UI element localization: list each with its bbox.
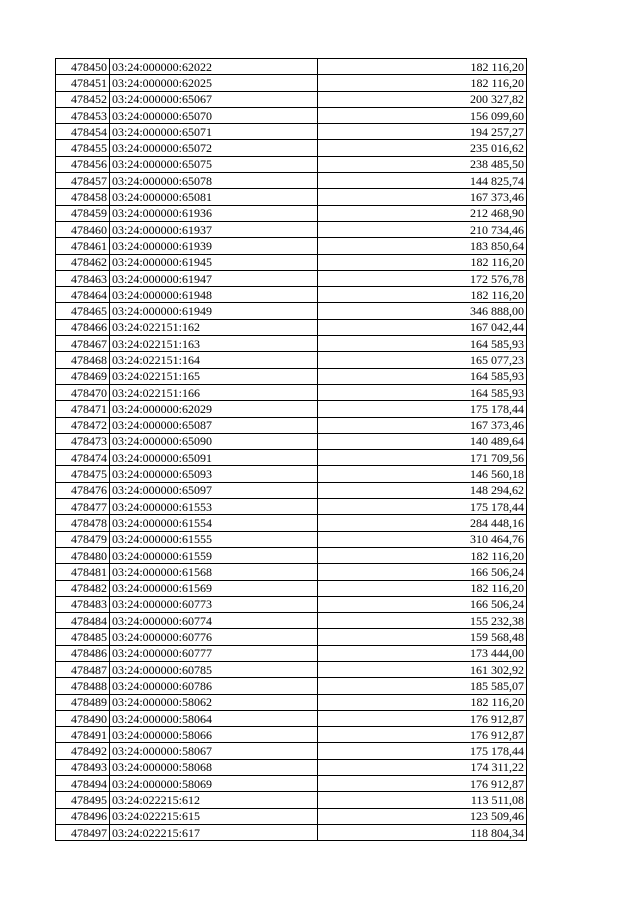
table-row [56,303,527,319]
cadastral-value-cell: 175 178,44 [318,743,527,759]
cadastral-number-cell: 03:24:000000:61555 [110,531,318,547]
row-number-cell: 478482 [56,580,110,596]
table-row [56,727,527,743]
cadastral-value-cell: 182 116,20 [318,580,527,596]
cadastral-number-cell: 03:24:022151:162 [110,319,318,335]
cadastral-number-cell: 03:24:000000:65097 [110,482,318,498]
cadastral-value-table [55,58,527,841]
cadastral-number-cell: 03:24:000000:65071 [110,124,318,140]
cadastral-number-cell: 03:24:000000:61569 [110,580,318,596]
cadastral-number-cell: 03:24:000000:61939 [110,238,318,254]
table-row [56,776,527,792]
row-number-cell: 478451 [56,75,110,91]
table-row [56,352,527,368]
table-row [56,368,527,384]
table-row [56,678,527,694]
cadastral-number-cell: 03:24:000000:65067 [110,91,318,107]
cadastral-number-cell: 03:24:000000:61936 [110,205,318,221]
table-row [56,238,527,254]
table-row [56,254,527,270]
cadastral-value-cell: 182 116,20 [318,59,527,75]
row-number-cell: 478468 [56,352,110,368]
row-number-cell: 478491 [56,727,110,743]
row-number-cell: 478489 [56,694,110,710]
cadastral-value-cell: 140 489,64 [318,433,527,449]
cadastral-value-cell: 156 099,60 [318,107,527,123]
row-number-cell: 478460 [56,221,110,237]
cadastral-number-cell: 03:24:000000:58062 [110,694,318,710]
cadastral-value-cell: 164 585,93 [318,384,527,400]
cadastral-value-cell: 113 511,08 [318,792,527,808]
table-row [56,91,527,107]
cadastral-value-cell: 164 585,93 [318,336,527,352]
row-number-cell: 478470 [56,384,110,400]
cadastral-value-cell: 182 116,20 [318,547,527,563]
cadastral-number-cell: 03:24:000000:65078 [110,173,318,189]
cadastral-number-cell: 03:24:000000:61553 [110,499,318,515]
table-row [56,401,527,417]
table-row [56,319,527,335]
table-row [56,580,527,596]
cadastral-value-cell: 146 560,18 [318,466,527,482]
row-number-cell: 478461 [56,238,110,254]
cadastral-value-cell: 238 485,50 [318,156,527,172]
cadastral-value-cell: 173 444,00 [318,645,527,661]
cadastral-value-cell: 182 116,20 [318,287,527,303]
row-number-cell: 478473 [56,433,110,449]
table-row [56,629,527,645]
table-row [56,792,527,808]
cadastral-value-cell: 310 464,76 [318,531,527,547]
table-row [56,221,527,237]
row-number-cell: 478483 [56,596,110,612]
cadastral-value-cell: 346 888,00 [318,303,527,319]
cadastral-value-cell: 182 116,20 [318,694,527,710]
table-row [56,59,527,75]
row-number-cell: 478497 [56,824,110,840]
cadastral-number-cell: 03:24:022151:164 [110,352,318,368]
table-body [56,59,527,841]
cadastral-value-cell: 148 294,62 [318,482,527,498]
row-number-cell: 478479 [56,531,110,547]
cadastral-value-cell: 159 568,48 [318,629,527,645]
table-row [56,645,527,661]
cadastral-number-cell: 03:24:000000:65075 [110,156,318,172]
cadastral-number-cell: 03:24:000000:58067 [110,743,318,759]
cadastral-number-cell: 03:24:022151:166 [110,384,318,400]
cadastral-value-cell: 166 506,24 [318,564,527,580]
row-number-cell: 478495 [56,792,110,808]
row-number-cell: 478484 [56,613,110,629]
row-number-cell: 478465 [56,303,110,319]
cadastral-number-cell: 03:24:022215:617 [110,824,318,840]
row-number-cell: 478488 [56,678,110,694]
table-row [56,531,527,547]
cadastral-value-cell: 175 178,44 [318,401,527,417]
row-number-cell: 478469 [56,368,110,384]
cadastral-number-cell: 03:24:022215:612 [110,792,318,808]
cadastral-number-cell: 03:24:000000:65091 [110,450,318,466]
cadastral-value-cell: 200 327,82 [318,91,527,107]
row-number-cell: 478471 [56,401,110,417]
table-row [56,270,527,286]
row-number-cell: 478472 [56,417,110,433]
cadastral-number-cell: 03:24:000000:58069 [110,776,318,792]
table-row [56,450,527,466]
row-number-cell: 478490 [56,710,110,726]
cadastral-number-cell: 03:24:000000:62025 [110,75,318,91]
cadastral-value-cell: 175 178,44 [318,499,527,515]
cadastral-value-cell: 155 232,38 [318,613,527,629]
table-row [56,482,527,498]
row-number-cell: 478480 [56,547,110,563]
cadastral-value-cell: 171 709,56 [318,450,527,466]
cadastral-value-cell: 174 311,22 [318,759,527,775]
cadastral-number-cell: 03:24:000000:60777 [110,645,318,661]
cadastral-number-cell: 03:24:000000:62029 [110,401,318,417]
cadastral-number-cell: 03:24:022151:163 [110,336,318,352]
cadastral-number-cell: 03:24:000000:61945 [110,254,318,270]
cadastral-value-cell: 161 302,92 [318,661,527,677]
cadastral-number-cell: 03:24:000000:65070 [110,107,318,123]
row-number-cell: 478478 [56,515,110,531]
row-number-cell: 478452 [56,91,110,107]
table-row [56,596,527,612]
cadastral-number-cell: 03:24:000000:61947 [110,270,318,286]
cadastral-value-cell: 172 576,78 [318,270,527,286]
cadastral-value-cell: 165 077,23 [318,352,527,368]
table-row [56,499,527,515]
row-number-cell: 478486 [56,645,110,661]
cadastral-number-cell: 03:24:000000:61554 [110,515,318,531]
row-number-cell: 478467 [56,336,110,352]
cadastral-number-cell: 03:24:000000:60786 [110,678,318,694]
cadastral-number-cell: 03:24:000000:61568 [110,564,318,580]
table-row [56,808,527,824]
table-row [56,433,527,449]
table-row [56,156,527,172]
cadastral-value-cell: 176 912,87 [318,727,527,743]
table-row [56,107,527,123]
row-number-cell: 478459 [56,205,110,221]
cadastral-value-cell: 235 016,62 [318,140,527,156]
row-number-cell: 478450 [56,59,110,75]
table-row [56,75,527,91]
row-number-cell: 478458 [56,189,110,205]
row-number-cell: 478464 [56,287,110,303]
table-row [56,743,527,759]
row-number-cell: 478475 [56,466,110,482]
cadastral-value-cell: 176 912,87 [318,776,527,792]
row-number-cell: 478477 [56,499,110,515]
cadastral-number-cell: 03:24:022151:165 [110,368,318,384]
cadastral-value-cell: 118 804,34 [318,824,527,840]
cadastral-number-cell: 03:24:000000:60773 [110,596,318,612]
cadastral-number-cell: 03:24:000000:61937 [110,221,318,237]
cadastral-number-cell: 03:24:000000:65087 [110,417,318,433]
table-row [56,547,527,563]
table-row [56,466,527,482]
row-number-cell: 478456 [56,156,110,172]
row-number-cell: 478476 [56,482,110,498]
row-number-cell: 478455 [56,140,110,156]
cadastral-value-cell: 167 373,46 [318,189,527,205]
table-row [56,417,527,433]
row-number-cell: 478454 [56,124,110,140]
cadastral-number-cell: 03:24:000000:61559 [110,547,318,563]
table-row [56,515,527,531]
cadastral-value-cell: 183 850,64 [318,238,527,254]
table-row [56,287,527,303]
row-number-cell: 478493 [56,759,110,775]
row-number-cell: 478474 [56,450,110,466]
row-number-cell: 478492 [56,743,110,759]
cadastral-number-cell: 03:24:000000:58064 [110,710,318,726]
table-row [56,140,527,156]
table-row [56,384,527,400]
table-row [56,710,527,726]
table-row [56,661,527,677]
cadastral-number-cell: 03:24:000000:60774 [110,613,318,629]
cadastral-value-cell: 164 585,93 [318,368,527,384]
cadastral-number-cell: 03:24:000000:60785 [110,661,318,677]
table-row [56,824,527,840]
cadastral-value-cell: 284 448,16 [318,515,527,531]
cadastral-value-cell: 166 506,24 [318,596,527,612]
table-row [56,336,527,352]
table-row [56,694,527,710]
row-number-cell: 478496 [56,808,110,824]
cadastral-value-cell: 185 585,07 [318,678,527,694]
cadastral-value-cell: 167 042,44 [318,319,527,335]
row-number-cell: 478453 [56,107,110,123]
table-row [56,759,527,775]
table-row [56,173,527,189]
cadastral-value-cell: 176 912,87 [318,710,527,726]
cadastral-value-cell: 212 468,90 [318,205,527,221]
cadastral-value-cell: 182 116,20 [318,75,527,91]
row-number-cell: 478485 [56,629,110,645]
table-row [56,613,527,629]
row-number-cell: 478494 [56,776,110,792]
cadastral-number-cell: 03:24:022215:615 [110,808,318,824]
cadastral-number-cell: 03:24:000000:60776 [110,629,318,645]
row-number-cell: 478463 [56,270,110,286]
row-number-cell: 478487 [56,661,110,677]
cadastral-number-cell: 03:24:000000:65090 [110,433,318,449]
row-number-cell: 478481 [56,564,110,580]
table-row [56,564,527,580]
cadastral-number-cell: 03:24:000000:61948 [110,287,318,303]
cadastral-number-cell: 03:24:000000:65072 [110,140,318,156]
table-row [56,205,527,221]
cadastral-value-cell: 194 257,27 [318,124,527,140]
row-number-cell: 478457 [56,173,110,189]
cadastral-value-cell: 167 373,46 [318,417,527,433]
row-number-cell: 478466 [56,319,110,335]
cadastral-number-cell: 03:24:000000:58066 [110,727,318,743]
cadastral-number-cell: 03:24:000000:62022 [110,59,318,75]
cadastral-number-cell: 03:24:000000:58068 [110,759,318,775]
cadastral-number-cell: 03:24:000000:65081 [110,189,318,205]
row-number-cell: 478462 [56,254,110,270]
table-row [56,124,527,140]
table-row [56,189,527,205]
cadastral-value-cell: 210 734,46 [318,221,527,237]
cadastral-number-cell: 03:24:000000:65093 [110,466,318,482]
cadastral-value-cell: 123 509,46 [318,808,527,824]
cadastral-number-cell: 03:24:000000:61949 [110,303,318,319]
cadastral-value-cell: 182 116,20 [318,254,527,270]
cadastral-value-cell: 144 825,74 [318,173,527,189]
